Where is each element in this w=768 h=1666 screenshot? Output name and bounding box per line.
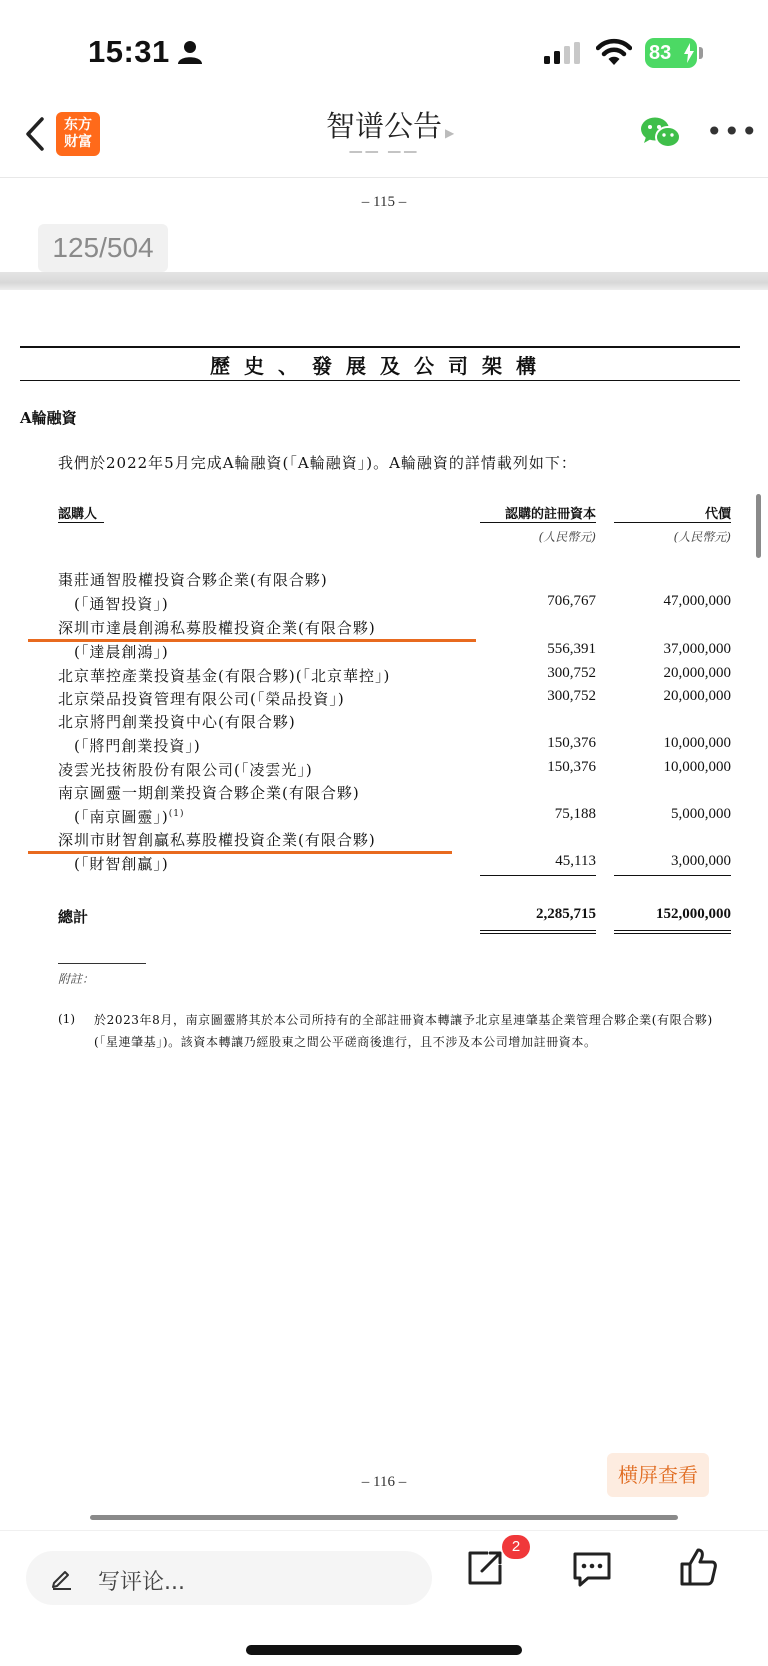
subscriber-name: 南京圖靈一期創業投資合夥企業(有限合夥) [58,784,360,802]
logo-line1: 东方 [64,117,92,133]
logo-line2: 财富 [64,134,92,150]
thumbs-up-icon[interactable] [678,1547,718,1587]
capital-value: 706,767 [547,593,596,609]
status-time: 15:31 [88,34,170,69]
sub-heading: A輪融資 [20,409,77,427]
subscriber-name: 北京華控產業投資基金(有限合夥)(「北京華控」) [58,667,391,685]
subscriber-short-name: (「達晨創鴻」) [74,643,169,661]
battery-level: 83 [649,42,672,64]
nav-bar [0,100,768,178]
total-double-rule [480,930,596,934]
total-double-rule [614,930,731,934]
consideration-value: 20,000,000 [663,688,731,704]
subscriber-short-name: (「將門創業投資」) [74,737,201,755]
subscriber-short-name-text: (「南京圖靈」) [74,808,169,826]
note-heading: 附註： [58,972,95,986]
capital-value: 45,113 [555,853,596,869]
subscriber-name: 北京將門創業投資中心(有限合夥) [58,713,296,731]
horizontal-scrollbar[interactable] [90,1515,678,1520]
battery-indicator [645,38,697,68]
consideration-value: 47,000,000 [663,593,731,609]
page-separator [0,272,768,290]
wechat-share-icon[interactable] [640,116,682,150]
subscriber-name: 深圳市財智創贏私募股權投資企業(有限合夥) [58,831,376,849]
person-icon [178,40,202,64]
consideration-value: 10,000,000 [663,735,731,751]
capital-value: 75,188 [554,806,596,822]
capital-value: 150,376 [547,735,596,751]
pen-icon [50,1566,74,1590]
comment-input[interactable] [26,1551,432,1605]
col-header-subscriber: 認購人 [58,507,98,522]
section-rule-bottom [20,380,740,381]
note-text: 於2023年8月，南京圖靈將其於本公司所持有的全部註冊資本轉讓予北京星連肇基企業管理合夥企業(有限合夥)(「星連肇基」)。該資本轉讓乃經股東之間公平磋商後進行，且不涉及本公司增加註冊資本。 [94,1013,713,1049]
subscriber-name: 凌雲光技術股份有限公司(「凌雲光」) [58,761,313,779]
home-indicator [246,1645,522,1655]
subtotal-rule [480,875,596,876]
subscriber-name: 北京榮品投資管理有限公司(「榮品投資」) [58,690,345,708]
subscriber-name: 深圳市達晨創鴻私募股權投資企業(有限合夥) [58,619,376,637]
document-page [0,290,768,1530]
bottom-bar [0,1530,768,1666]
comment-placeholder: 写评论... [98,1570,185,1595]
title-caret-icon: ▶ [445,126,455,140]
vertical-scrollbar[interactable] [756,494,761,558]
share-count-badge: 2 [502,1535,530,1559]
footnote-ref: (1) [168,809,185,819]
subscriber-short-name: (「財智創贏」) [74,855,169,873]
page-title: 智谱公告 [325,109,442,143]
capital-value: 300,752 [547,688,596,704]
note-rule [58,963,146,964]
col-header-rule [58,522,104,523]
more-options-icon[interactable]: ••• [706,115,759,148]
note-index: (1) [58,1012,75,1026]
landscape-view-button[interactable]: 横屏查看 [607,1453,709,1497]
total-label: 總計 [58,908,89,926]
charging-bolt-icon [684,43,694,63]
capital-value: 150,376 [547,759,596,775]
unit-capital: (人民幣元) [538,530,596,544]
col-header-rule [480,522,596,523]
capital-value: 300,752 [547,665,596,681]
consideration-value: 3,000,000 [671,853,731,869]
battery-cap [699,47,703,59]
comments-icon[interactable] [572,1551,612,1587]
total-capital: 2,285,715 [536,906,596,922]
cellular-signal-icon [544,42,584,64]
page-counter: 125/504 [38,224,168,272]
prev-page-number: – 115 – [361,194,407,210]
page-number: – 116 – [361,1474,407,1490]
consideration-value: 20,000,000 [663,665,731,681]
consideration-value: 37,000,000 [663,641,731,657]
status-bar [0,0,768,100]
consideration-value: 5,000,000 [671,806,731,822]
subtotal-rule [614,875,731,876]
col-header-rule [614,522,731,523]
intro-paragraph: 我們於2022年5月完成A輪融資(「A輪融資」)。A輪融資的詳情載列如下： [58,454,577,472]
capital-value: 556,391 [547,641,596,657]
col-header-consideration: 代價 [704,507,731,522]
subscriber-name: 棗莊通智股權投資合夥企業(有限合夥) [58,571,328,589]
section-title: 歷史、發展及公司架構 [210,354,550,378]
wifi-icon [596,38,632,66]
subscriber-short-name: (「通智投資」) [74,595,169,613]
total-consideration: 152,000,000 [656,906,731,922]
share-icon[interactable] [466,1549,504,1587]
unit-consideration: (人民幣元) [673,530,731,544]
consideration-value: 10,000,000 [663,759,731,775]
section-rule-top [20,346,740,348]
page-subtitle: —— —— [348,144,420,160]
subscriber-short-name [74,806,184,827]
col-header-capital: 認購的註冊資本 [504,507,596,522]
